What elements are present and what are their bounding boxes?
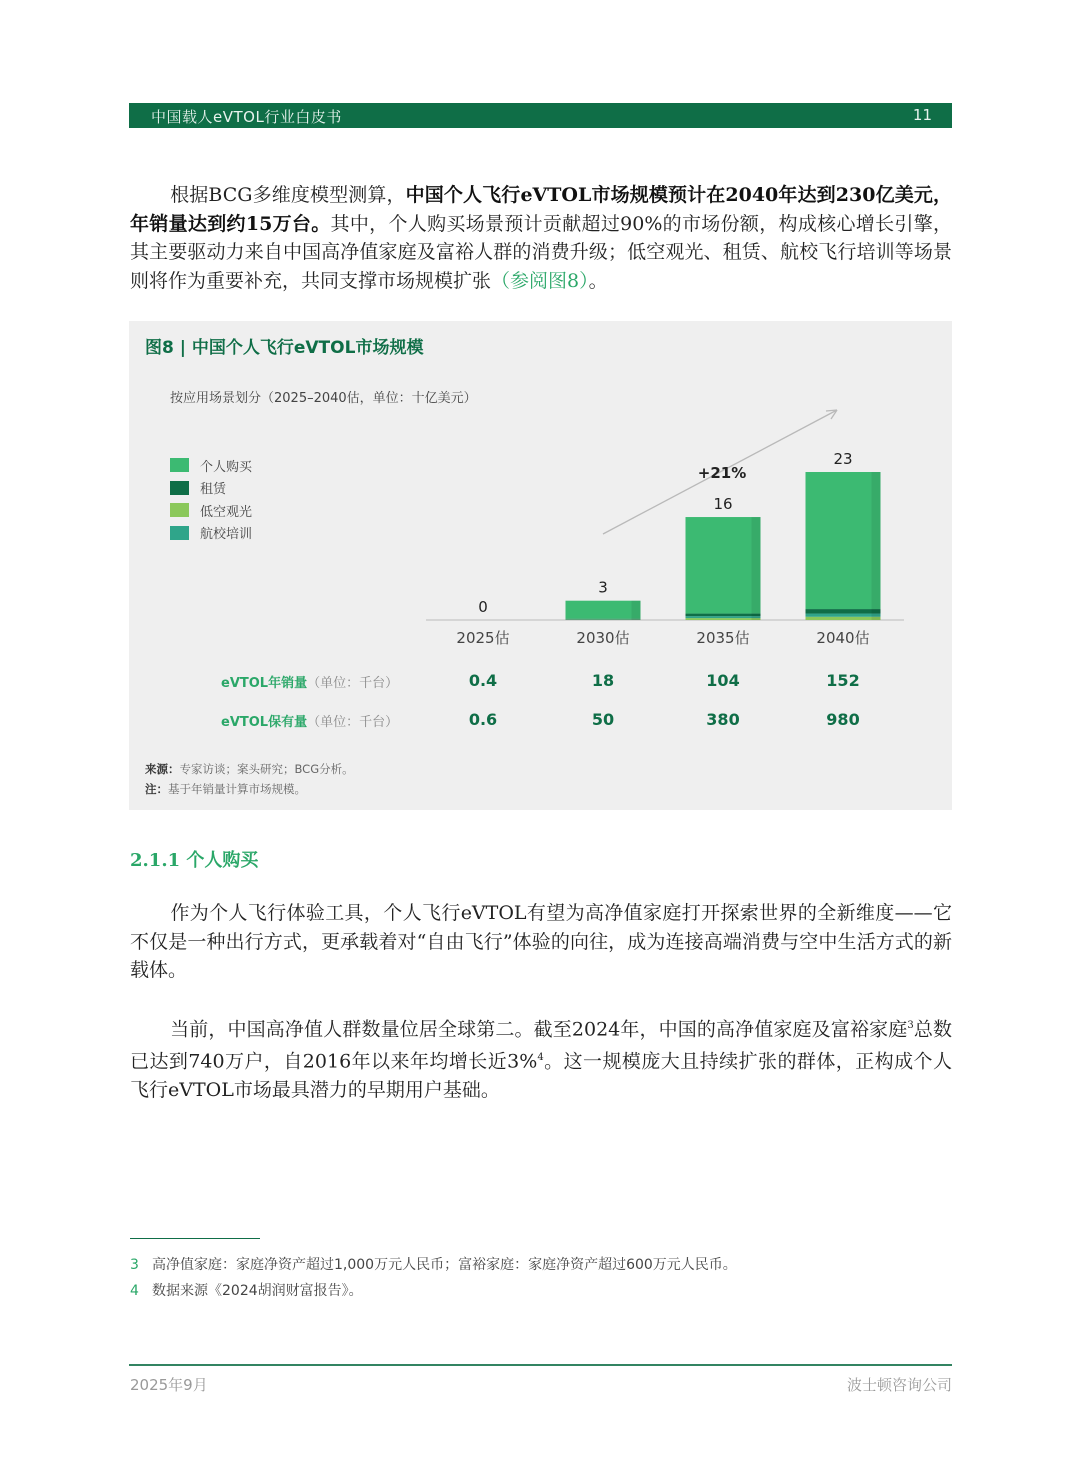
- annual-sales-value: 18: [591, 671, 615, 690]
- footer-divider: [129, 1364, 952, 1366]
- paragraph-text: 。这一规模庞大且持续扩张的群体，正构成个人飞行eVTOL市场最具潜力的早期用户基础。: [130, 1050, 952, 1101]
- fleet-size-value: 980: [826, 710, 860, 729]
- row-label-text: eVTOL保有量: [221, 715, 308, 730]
- footnote: [130, 1254, 737, 1274]
- row-label-text: eVTOL年销量: [221, 676, 308, 691]
- intro-text-end: 。: [588, 269, 608, 292]
- x-tick-label: 2030估: [576, 629, 630, 647]
- hnw-paragraph: [130, 1012, 952, 1104]
- annual-sales-value: 104: [706, 671, 740, 690]
- page-number: 11: [912, 106, 932, 124]
- footnote-ref-4[interactable]: 4: [537, 1051, 544, 1063]
- bar-segment: [566, 601, 641, 619]
- fleet-size-value: 50: [591, 710, 615, 729]
- bar-segment: [806, 609, 881, 614]
- note-label: 注：: [145, 782, 168, 796]
- paragraph-text: 总数已达到740万户，自2016年以来年均增长近3%: [130, 1018, 952, 1073]
- bar-segment: [806, 614, 881, 617]
- bar-segment: [686, 614, 761, 617]
- figure-subtitle: 按应用场景划分（2025–2040估，单位：十亿美元）: [170, 391, 477, 406]
- bar-total-label: 3: [598, 578, 608, 597]
- figure-8: [129, 321, 952, 810]
- row-label-unit: （单位：千台）: [307, 676, 399, 691]
- bar-total-label: 16: [713, 495, 733, 514]
- fleet-size-row-label: [221, 711, 398, 730]
- figure-source: [145, 761, 354, 777]
- growth-label: +21%: [697, 464, 747, 482]
- note-text: 基于年销量计算市场规模。: [168, 782, 306, 796]
- legend-label: 低空观光: [200, 504, 253, 520]
- annual-sales-value: 152: [826, 671, 860, 690]
- figure-title: 图8 | 中国个人飞行eVTOL市场规模: [145, 338, 424, 358]
- bar-segment: [806, 617, 881, 620]
- footnote-number: 4: [130, 1283, 139, 1299]
- source-label: 来源：: [145, 762, 180, 776]
- bar-total-label: 23: [833, 450, 853, 468]
- legend-label: 个人购买: [200, 459, 253, 475]
- footer-date: 2025年9月: [130, 1376, 208, 1394]
- x-tick-label: 2040估: [816, 629, 870, 647]
- x-tick-label: 2035估: [696, 629, 750, 647]
- row-label-unit: （单位：千台）: [307, 715, 399, 730]
- bar-segment: [686, 616, 761, 618]
- bar-shade: [872, 472, 881, 620]
- legend-label: 航校培训: [200, 527, 253, 543]
- intro-text-bold: 中国个人飞行eVTOL市场规模预计在2040年达到230亿美元，年销量达到约15万台。: [130, 184, 953, 235]
- header-bar: [129, 103, 952, 128]
- bar-shade: [632, 601, 641, 620]
- intro-text-a: 根据BCG多维度模型测算，: [170, 184, 406, 206]
- intro-text-b: 其中，个人购买场景预计贡献超过90%的市场份额，构成核心增长引擎，其主要驱动力来自中国高净值家庭及富裕人群的消费升级；低空观光、租赁、航校飞行培训等场景则将作为重要补充，共同支撑市场规模扩张: [130, 212, 952, 292]
- document-title: 中国载人eVTOL行业白皮书: [151, 108, 342, 126]
- bar-total-label: 0: [478, 598, 488, 616]
- fleet-size-value: 0.6: [468, 710, 498, 729]
- market-size-chart: [129, 321, 952, 661]
- bar-segment: [806, 472, 881, 609]
- personal-purchase-paragraph: [130, 899, 952, 985]
- bar-shade: [752, 517, 761, 620]
- footnote: [130, 1280, 363, 1300]
- footnote-divider: [130, 1238, 260, 1239]
- paragraph-text: 作为个人飞行体验工具，个人飞行eVTOL有望为高净值家庭打开探索世界的全新维度——它不仅是一种出行方式，更承载着对“自由飞行”体验的向往，成为连接高端消费与空中生活方式的新载体。: [130, 902, 952, 981]
- footnote-text: 数据来源《2024胡润财富报告》。: [152, 1283, 363, 1299]
- paragraph-text: 当前，中国高净值人群数量位居全球第二。截至2024年，中国的高净值家庭及富裕家庭: [170, 1018, 908, 1041]
- figure-note: [145, 781, 306, 797]
- annual-sales-row-label: [221, 672, 398, 691]
- intro-paragraph: [130, 181, 952, 295]
- legend-label: 租赁: [200, 482, 227, 498]
- fleet-size-value: 380: [706, 710, 740, 729]
- bar-segment: [686, 618, 761, 620]
- footnote-ref-3[interactable]: 3: [907, 1020, 914, 1031]
- annual-sales-value: 0.4: [468, 671, 498, 690]
- bar-segment: [686, 517, 761, 614]
- section-heading: 2.1.1 个人购买: [130, 850, 259, 871]
- bar-segment: [566, 619, 641, 620]
- footnote-number: 3: [130, 1257, 139, 1273]
- footer-company: 波士顿咨询公司: [846, 1376, 952, 1394]
- figure-reference-link[interactable]: （参阅图8）: [491, 269, 589, 292]
- x-tick-label: 2025估: [456, 629, 510, 647]
- footnote-text: 高净值家庭：家庭净资产超过1,000万元人民币；富裕家庭：家庭净资产超过600万元人民币。: [152, 1257, 737, 1273]
- source-text: 专家访谈；案头研究；BCG分析。: [179, 762, 354, 776]
